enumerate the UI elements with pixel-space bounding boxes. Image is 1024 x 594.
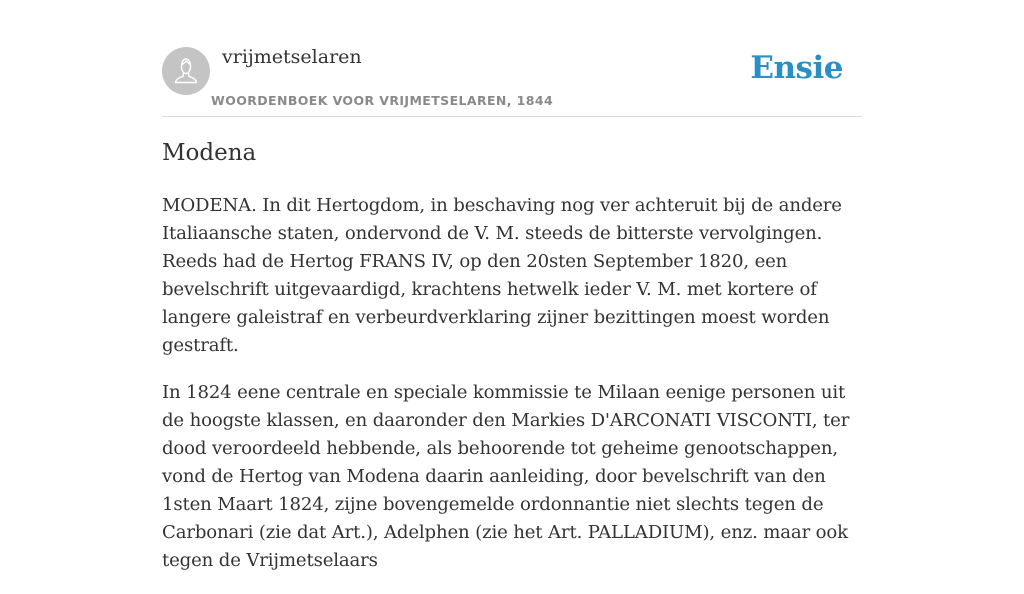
brand-logo[interactable]: Ensie (750, 50, 843, 86)
page (162, 0, 862, 571)
user-silhouette-icon (162, 47, 210, 95)
author-avatar[interactable] (162, 47, 210, 95)
article-paragraph: MODENA. In dit Hertogdom, in beschaving nog ver achteruit bij de andere Italiaansche staten, ondervond de V. M. steeds de bitterste vervolgingen. Reeds had de Hertog FRANS IV, op den 20sten September 1820, een bevelschrift uitgevaardigd, krachtens hetwelk ieder V. M. met kortere of langere galeistraf en verbeurdverklaring zijner bezittingen moest worden gestraft. (162, 195, 842, 356)
article-paragraph: In 1824 eene centrale en speciale kommissie te Milaan eenige personen uit de hoogste klassen, en daaronder den Markies D'ARCONATI VISCONTI, ter dood veroordeeld hebbende, als behoorende tot geheime genootschappen, vond de Hertog van Modena daarin aanleiding, door bevelschrift van den 1sten Maart 1824, zijne bovengemelde ordonnantie niet slechts tegen de Carbonari (zie dat Art.), Adelphen (zie het Art. PALLADIUM), enz. maar ook tegen de Vrijmetselaars (162, 382, 850, 571)
header (162, 0, 862, 117)
article-title: Modena (162, 140, 257, 166)
source-title[interactable]: WOORDENBOEK VOOR VRIJMETSELAREN, 1844 (211, 93, 554, 108)
author-name[interactable]: vrijmetselaren (222, 46, 362, 68)
article-body (162, 192, 862, 594)
